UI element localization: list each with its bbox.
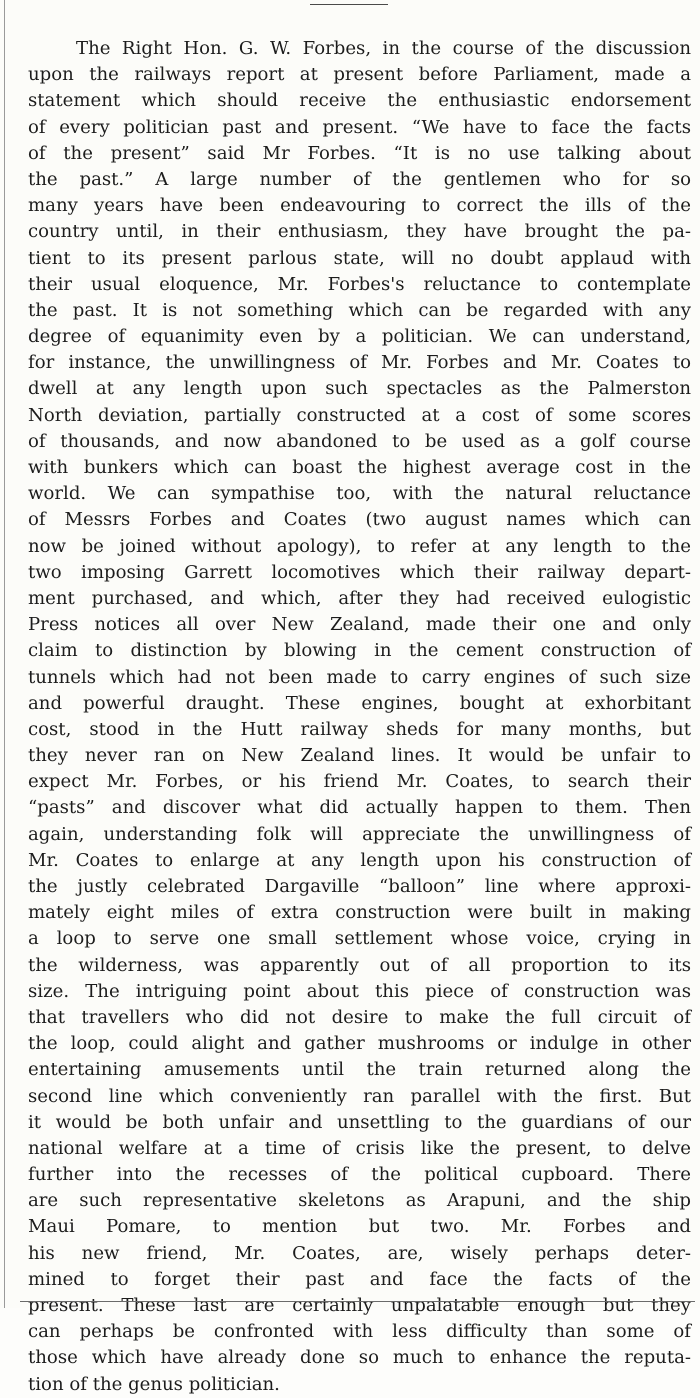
article-line: size. The intriguing point about this piece of construction was (28, 980, 691, 1002)
article-line: degree of equanimity even by a politician. We can understand, (28, 326, 691, 348)
article-line: his new friend, Mr. Coates, are, wisely perhaps deter- (28, 1242, 691, 1264)
article-line: claim to distinction by blowing in the cement construction of (28, 640, 691, 662)
article-line: of thousands, and now abandoned to be used as a golf course (28, 430, 691, 452)
article-line: the past. It is not something which can be regarded with any (28, 299, 691, 321)
article-line: again, understanding folk will appreciate the unwillingness of (28, 823, 691, 845)
article-line: and powerful draught. These engines, bought at exhorbitant (28, 692, 691, 714)
article-line: now be joined without apology), to refer at any length to the (28, 535, 691, 557)
article-line: the past.” A large number of the gentlemen who for so (28, 168, 691, 190)
article-line: national welfare at a time of crisis like the present, to delve (28, 1137, 691, 1159)
article-line: with bunkers which can boast the highest average cost in the (28, 457, 691, 478)
article-line: tunnels which had not been made to carry engines of such size (28, 666, 691, 688)
article-line: mined to forget their past and face the facts of the (28, 1268, 691, 1290)
article-line: of every politician past and present. “We have to face the facts (28, 116, 691, 138)
column-left-edge (4, 0, 5, 1308)
article-line: ment purchased, and which, after they had received eulogistic (28, 587, 691, 609)
article-line: their usual eloquence, Mr. Forbes's reluctance to contemplate (28, 273, 691, 295)
article-line: world. We can sympathise too, with the natural reluctance (28, 483, 691, 505)
article-line: North deviation, partially constructed at a cost of some scores (28, 404, 691, 426)
article-line: the wilderness, was apparently out of all proportion to its (28, 954, 691, 976)
article-line: the loop, could alight and gather mushrooms or indulge in other (28, 1033, 691, 1055)
article-line: statement which should receive the enthusiastic endorsement (28, 90, 691, 112)
article-line: the justly celebrated Dargaville “balloon” line where approxi- (28, 876, 691, 897)
article-line: mately eight miles of extra construction were built in making (28, 902, 691, 924)
article-column (28, 36, 691, 1398)
article-line: Maui Pomare, to mention but two. Mr. Forbes and (28, 1216, 691, 1238)
article-line: are such representative skeletons as Arapuni, and the ship (28, 1190, 691, 1212)
article-line: for instance, the unwillingness of Mr. Forbes and Mr. Coates to (28, 352, 691, 374)
article-line: The Right Hon. G. W. Forbes, in the course of the discussion (76, 38, 691, 59)
article-line: those which have already done so much to enhance the reputa- (28, 1347, 691, 1369)
article-line: Mr. Coates to enlarge at any length upon his construction of (28, 849, 691, 871)
article-line: they never ran on New Zealand lines. It would be unfair to (28, 745, 691, 767)
article-line: further into the recesses of the political cupboard. There (28, 1164, 691, 1186)
article-line: it would be both unfair and unsettling to the guardians of our (28, 1111, 691, 1133)
article-line: that travellers who did not desire to make the full circuit of (28, 1006, 691, 1028)
article-line: upon the railways report at present before Parliament, made a (28, 64, 691, 86)
article-line: two imposing Garrett locomotives which their railway depart- (28, 561, 691, 583)
article-line: entertaining amusements until the train returned along the (28, 1059, 691, 1081)
article-line: a loop to serve one small settlement whose voice, crying in (28, 928, 691, 950)
article-line: tion of the genus politician. (28, 1373, 280, 1395)
article-line: country until, in their enthusiasm, they have brought the pa- (28, 221, 691, 243)
article-line: tient to its present parlous state, will no doubt applaud with (28, 247, 691, 269)
article-line: can perhaps be confronted with less difficulty than some of (28, 1321, 691, 1343)
article-line: cost, stood in the Hutt railway sheds for many months, but (28, 718, 691, 740)
top-divider-rule (310, 4, 388, 5)
article-line: of Messrs Forbes and Coates (two august names which can (28, 509, 691, 531)
article-line: dwell at any length upon such spectacles as the Palmerston (28, 378, 691, 400)
article-line: present. These last are certainly unpalatable enough but they (28, 1295, 691, 1316)
article-line: “pasts” and discover what did actually happen to them. Then (28, 797, 691, 819)
bottom-divider-rule (20, 1301, 695, 1302)
article-line: of the present” said Mr Forbes. “It is no use talking about (28, 142, 691, 164)
article-line: second line which conveniently ran parallel with the first. But (28, 1085, 691, 1107)
article-line: Press notices all over New Zealand, made their one and only (28, 614, 691, 636)
article-line: expect Mr. Forbes, or his friend Mr. Coates, to search their (28, 771, 691, 793)
article-line: many years have been endeavouring to correct the ills of the (28, 195, 691, 217)
